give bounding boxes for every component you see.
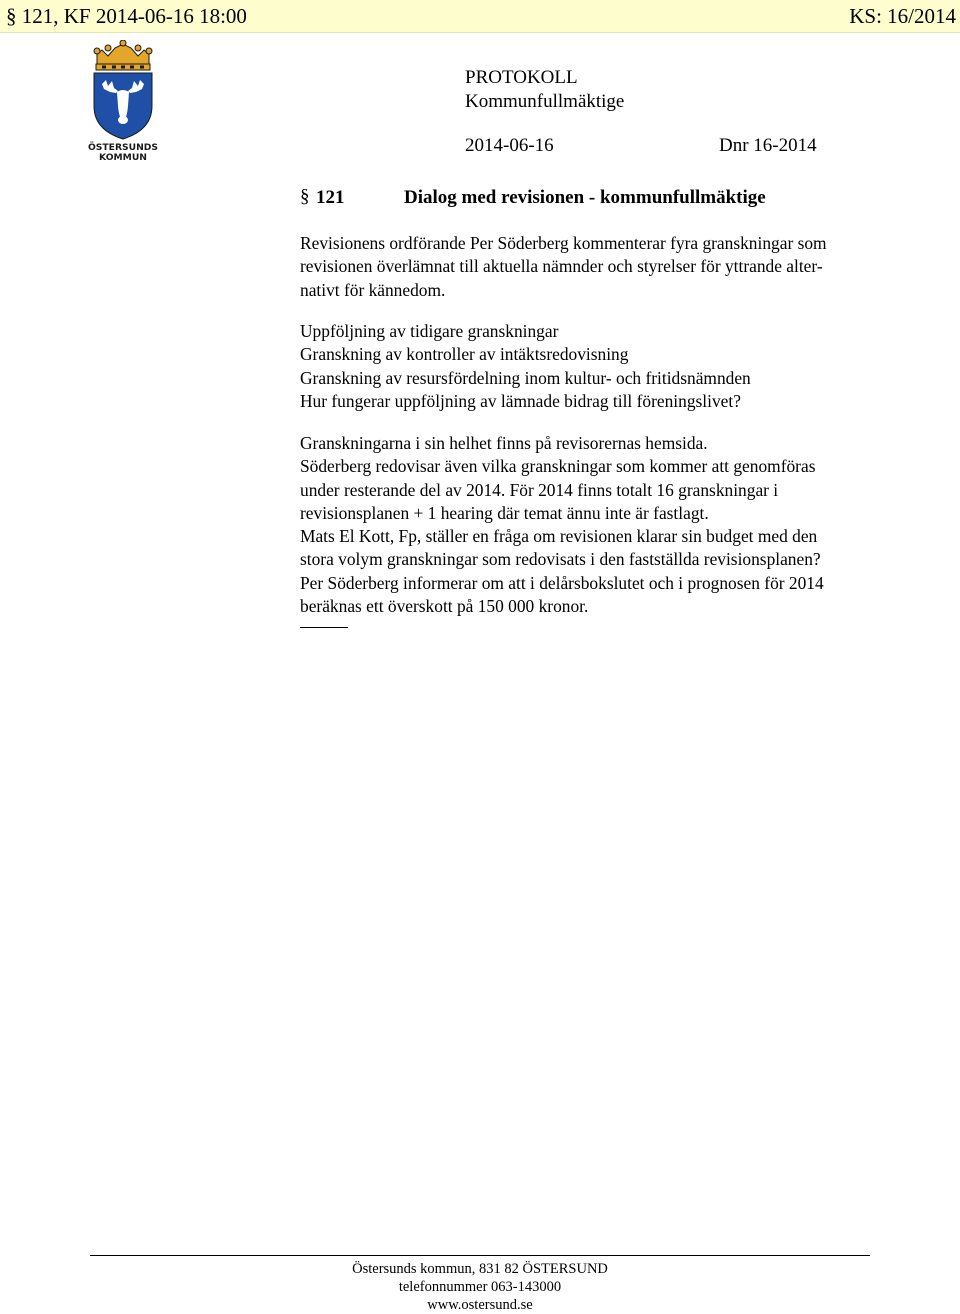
text-line: stora volym granskningar som redovisats i den fastställda revisionsplanen? (300, 549, 821, 570)
case-number: KS: 16/2014 (849, 4, 956, 28)
text-line: revisionsplanen + 1 hearing där temat ännu inte är fastlagt. (300, 502, 709, 523)
list-item: Granskning av kontroller av intäktsredovisning (300, 344, 629, 365)
section-number: 121 (316, 187, 345, 208)
footer-divider (90, 1255, 870, 1256)
text-line: Mats El Kott, Fp, ställer en fråga om revisionen klarar sin budget med den (300, 526, 818, 547)
list-item: Granskning av resursfördelning inom kultur- och fritidsnämnden (300, 367, 751, 388)
section-title: Dialog med revisionen - kommunfullmäktige (404, 187, 766, 208)
text-line: under resterande del av 2014. För 2014 finns totalt 16 granskningar i (300, 479, 779, 500)
discussion-paragraph (300, 432, 824, 618)
protocol-title: PROTOKOLL (465, 67, 578, 88)
text-line: nativt för kännedom. (300, 279, 446, 300)
footer-phone: telefonnummer 063-143000 (398, 1279, 562, 1295)
footer-website: www.ostersund.se (427, 1297, 533, 1313)
text-line: Söderberg redovisar även vilka granskningar som kommer att genomföras (300, 456, 816, 477)
section-end-divider (300, 627, 348, 628)
list-item: Uppföljning av tidigare granskningar (300, 321, 559, 341)
municipality-logo (88, 40, 158, 162)
section-sign: § (300, 186, 310, 207)
review-list (300, 320, 751, 413)
list-item: Hur fungerar uppföljning av lämnade bidrag till föreningslivet? (300, 390, 741, 411)
document-header-bar (0, 0, 960, 33)
committee-name: Kommunfullmäktige (465, 91, 625, 112)
text-line: revisionen överlämnat till aktuella nämnder och styrelser för yttrande alter- (300, 256, 823, 277)
text-line: Granskningarna i sin helhet finns på revisorernas hemsida. (300, 433, 708, 453)
footer-address: Östersunds kommun, 831 82 ÖSTERSUND (352, 1261, 608, 1277)
svg-text:ÖSTERSUNDS: ÖSTERSUNDS (88, 142, 158, 153)
meeting-date: 2014-06-16 (465, 135, 554, 156)
text-line: Per Söderberg informerar om att i delårsbokslutet och i prognosen för 2014 (300, 572, 824, 593)
footer (0, 1260, 960, 1314)
paragraph-reference: § 121, KF 2014-06-16 18:00 (6, 4, 247, 28)
text-line: Revisionens ordförande Per Söderberg kommenterar fyra granskningar som (300, 233, 827, 253)
intro-paragraph (300, 232, 827, 302)
svg-text:KOMMUN: KOMMUN (99, 152, 147, 162)
text-line: beräknas ett överskott på 150 000 kronor. (300, 596, 589, 617)
diary-number: Dnr 16-2014 (719, 135, 817, 156)
